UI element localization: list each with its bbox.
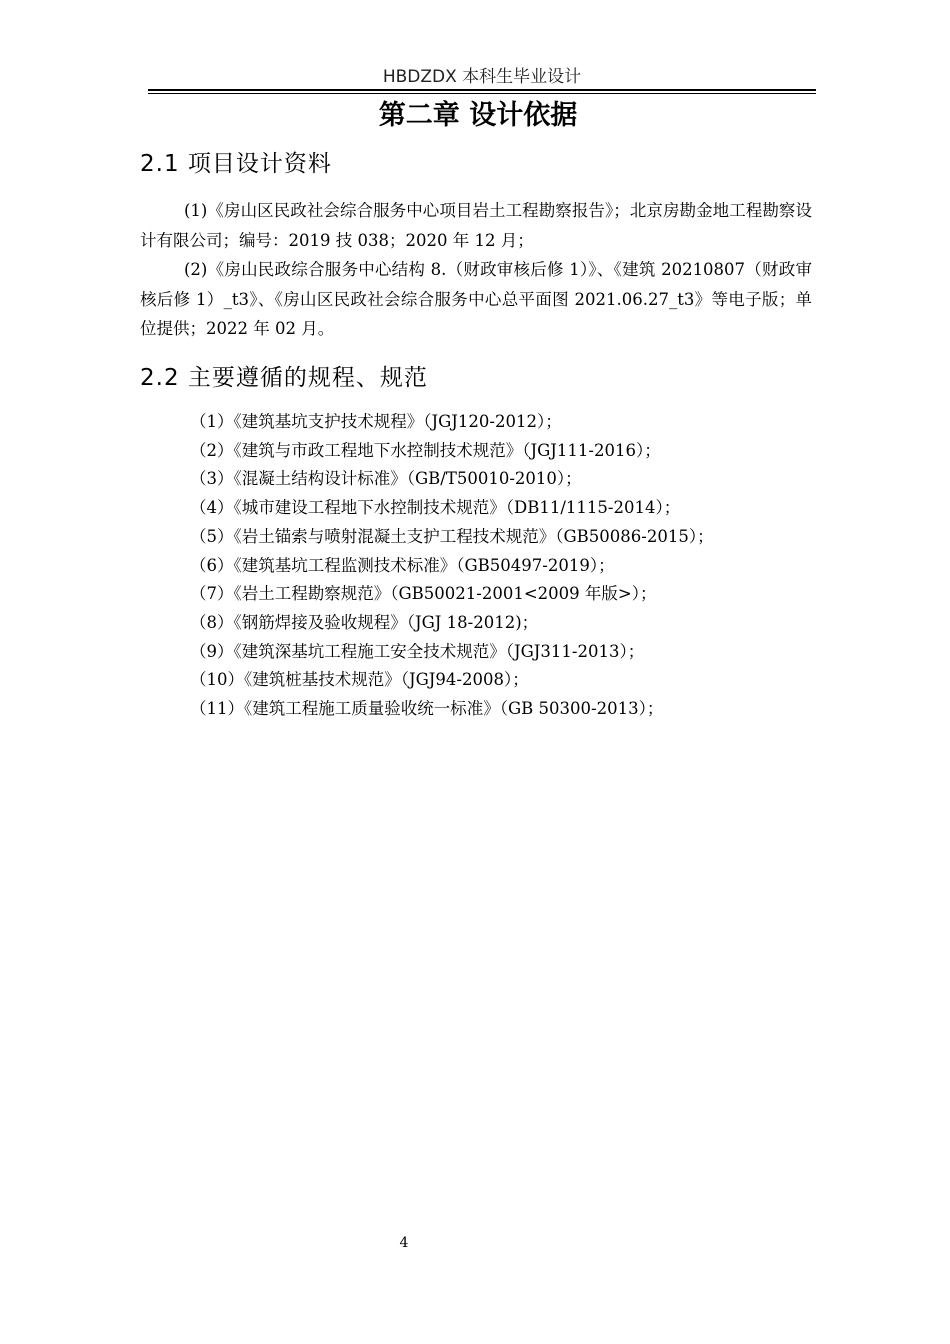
list-item: （6）《建筑基坑工程监测技术标准》（GB50497-2019）； — [190, 555, 615, 575]
list-item: （2）《建筑与市政工程地下水控制技术规范》（JGJ111-2016）； — [190, 440, 661, 460]
standards-list — [190, 408, 714, 724]
page-number: 4 — [399, 1235, 409, 1251]
list-item: （11）《建筑工程施工质量验收统一标准》（GB 50300-2013）； — [190, 699, 664, 719]
list-item: （10）《建筑桩基技术规范》（JGJ94-2008）； — [190, 670, 529, 690]
paragraph-reference-2: (2)《房山民政综合服务中心结构 8.（财政审核后修 1）》、《建筑 20210807（财政审核后修 1）_t3》、《房山区民政社会综合服务中心总平面图 2021.06.27_t3》等电子版；单位提供；2022 年 02 月。 — [140, 260, 812, 338]
list-item: （1）《建筑基坑支护技术规程》（JGJ120-2012）； — [190, 412, 562, 431]
list-item: （5）《岩土锚索与喷射混凝土支护工程技术规范》（GB50086-2015）； — [190, 526, 714, 546]
running-header: HBDZDX 本科生毕业设计 — [382, 67, 582, 87]
list-item: （7）《岩土工程勘察规范》（GB50021-2001<2009 年版>）； — [190, 584, 657, 604]
section-heading-2-1: 2.1 项目设计资料 — [140, 151, 332, 177]
chapter-title: 第二章 设计依据 — [378, 100, 578, 131]
list-item: （9）《建筑深基坑工程施工安全技术规范》（JGJ311-2013）； — [190, 641, 645, 661]
header-rule-thin — [148, 93, 816, 94]
header-rule-thick — [148, 89, 816, 91]
section-heading-2-2: 2.2 主要遵循的规程、规范 — [140, 365, 428, 391]
list-item: （4）《城市建设工程地下水控制技术规范》（DB11/1115-2014）； — [190, 498, 681, 518]
paragraph-reference-1: (1)《房山区民政社会综合服务中心项目岩土工程勘察报告》；北京房勘金地工程勘察设计有限公司；编号：2019 技 038；2020 年 12 月； — [140, 201, 812, 250]
list-item: （8）《钢筋焊接及验收规程》（JGJ 18-2012)； — [190, 612, 539, 632]
list-item: （3）《混凝土结构设计标准》（GB/T50010-2010）； — [190, 469, 582, 489]
